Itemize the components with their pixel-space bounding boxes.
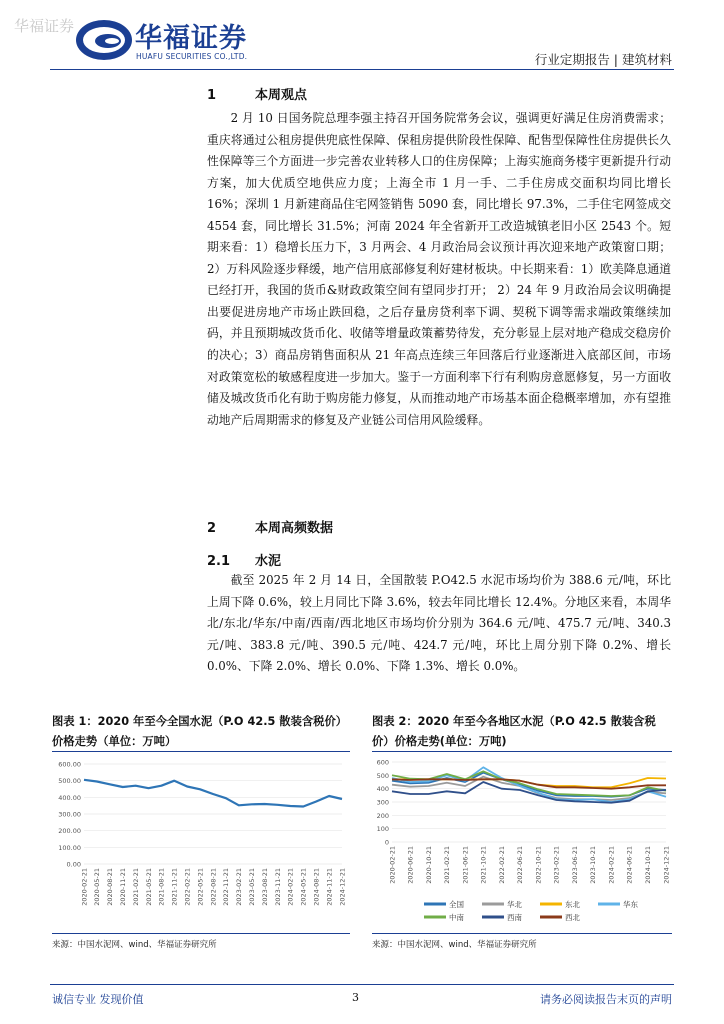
x-tick-label: 2020-02-21 <box>388 846 397 884</box>
x-tick-label: 2024-05-21 <box>299 868 308 906</box>
x-tick-label: 2023-02-21 <box>552 846 561 884</box>
legend-label: 东北 <box>565 900 580 909</box>
x-tick-label: 2021-11-21 <box>170 868 179 906</box>
x-tick-label: 2022-10-21 <box>534 846 543 884</box>
x-tick-label: 2021-08-21 <box>157 868 166 906</box>
y-tick-label: 300 <box>376 798 389 807</box>
x-tick-label: 2024-08-21 <box>312 868 321 906</box>
legend-label: 西北 <box>565 913 580 922</box>
x-tick-label: 2023-02-21 <box>235 868 244 906</box>
x-tick-label: 2023-11-21 <box>273 868 282 906</box>
y-tick-label: 500 <box>376 771 389 780</box>
x-tick-label: 2021-02-21 <box>131 868 140 906</box>
figure1-line-chart <box>52 754 350 930</box>
figure2-title: 图表 2：2020 年至今各地区水泥（P.O 42.5 散装含税价）价格走势(单位：万吨) <box>372 715 656 748</box>
y-tick-label: 300.00 <box>58 810 81 819</box>
x-tick-label: 2022-02-21 <box>183 868 192 906</box>
footer-disclaimer: 请务必阅读报告末页的声明 <box>540 993 672 1006</box>
x-tick-label: 2022-11-21 <box>222 868 231 906</box>
legend-label: 华东 <box>623 900 638 909</box>
page-number: 3 <box>352 991 359 1004</box>
x-tick-label: 2024-02-21 <box>286 868 295 906</box>
y-tick-label: 200.00 <box>58 827 81 836</box>
legend-label: 全国 <box>449 900 464 909</box>
x-tick-label: 2020-05-21 <box>93 868 102 906</box>
x-tick-label: 2021-02-21 <box>443 846 452 884</box>
x-tick-label: 2024-12-21 <box>338 868 347 906</box>
figure1-source: 来源：中国水泥网、wind、华福证券研究所 <box>52 940 217 950</box>
logo-name: 华福证券 <box>135 23 247 54</box>
x-tick-label: 2024-02-21 <box>607 846 616 884</box>
section-heading <box>207 84 307 103</box>
figure1-bottom-rule <box>52 933 350 934</box>
x-tick-label: 2024-11-21 <box>325 868 334 906</box>
figure2-source: 来源：中国水泥网、wind、华福证券研究所 <box>372 940 537 950</box>
footer-slogan: 诚信专业 发现价值 <box>52 993 144 1006</box>
x-tick-label: 2024-10-21 <box>644 846 653 884</box>
figure1-top-rule <box>52 751 350 752</box>
footer-divider <box>50 984 674 985</box>
section1-paragraph: 2 月 10 日国务院总理李强主持召开国务院常务会议，强调更好满足住房消费需求；重庆将通过公租房提供兜底性保障、保租房提供阶段性保障、配售型保障性住房提供长久性保障等三个方面进一步完善农业转移人口的住房保障；上海实施商务楼宇更新提升行动方案，加大优质空地供应力度；上海全市 1 月一手、二手住房成交面积均同比增长 16%；深圳 1 月新建商品住宅网签销售 5090 套，同比增长 97.3%，二手住宅网签成交 4554 套，同比增长 31.5%；河南 2024 年全省新开工改造城镇老旧小区 2543 个。短期来看：1）稳增长压力下，3 月两会、4 月政治局会议预计再次迎来地产政策窗口期；2）万科风险逐步释缓，地产信用底部修复利好建材板块。中长期来看：1）欧美降息通道已经打开，我国的货币&财政政策空间有望同步打开； 2）24 年 9 月政治局会议明确提出要促进房地产市场止跌回稳，之后存量房贷利率下调、契税下调等需求端政策继续加码，并且预期城改货币化、收储等增量政策蓄势待发，充分彰显上层对地产稳成交稳房价的决心；3）商品房销售面积从 21 年高点连续三年回落后行业逐渐进入底部区间，市场对政策宽松的敏感程度进一步加大。鉴于一方面利率下行有利购房意愿修复，另一方面收储及城改货币化有助于购房能力修复，从而推动地产市场基本面企稳概率增加，亦有望推动地产后周期需求的修复及产业链公司信用风险缓释。 <box>207 111 671 427</box>
x-tick-label: 2023-08-21 <box>260 868 269 906</box>
subsection-heading <box>207 550 281 569</box>
y-tick-label: 500.00 <box>58 777 81 786</box>
x-tick-label: 2021-10-21 <box>479 846 488 884</box>
y-tick-label: 0.00 <box>66 860 81 869</box>
figure2-bottom-rule <box>372 933 672 934</box>
y-tick-label: 200 <box>376 811 389 820</box>
x-tick-label: 2023-06-21 <box>570 846 579 884</box>
x-tick-label: 2022-02-21 <box>497 846 506 884</box>
figure2-line-chart <box>372 754 672 930</box>
x-tick-label: 2023-05-21 <box>247 868 256 906</box>
y-tick-label: 100.00 <box>58 843 81 852</box>
x-tick-label: 2020-08-21 <box>106 868 115 906</box>
y-tick-label: 100 <box>376 825 389 834</box>
section-number: 1 <box>207 88 217 103</box>
x-tick-label: 2022-05-21 <box>196 868 205 906</box>
x-tick-label: 2020-11-21 <box>118 868 127 906</box>
x-tick-label: 2022-08-21 <box>209 868 218 906</box>
y-tick-label: 0 <box>384 838 389 847</box>
y-tick-label: 600 <box>376 758 389 767</box>
legend-label: 华北 <box>507 900 522 909</box>
logo-english-name: HUAFU SECURITIES CO.,LTD. <box>136 52 248 61</box>
section-title: 本周观点 <box>255 88 308 103</box>
y-tick-label: 400.00 <box>58 793 81 802</box>
section-number: 2 <box>207 521 217 536</box>
x-tick-label: 2023-10-21 <box>589 846 598 884</box>
section21-paragraph: 截至 2025 年 2 月 14 日，全国散装 P.O42.5 水泥市场均价为 388.6 元/吨，环比上周下降 0.6%，较上月同比下降 3.6%，较去年同比增长 12.4%。分地区来看，本周华北/东北/华东/中南/西南/西北地区市场均价分别为 364.6 元/吨、475.7 元/吨、340.3 元/吨、383.8 元/吨、390.5 元/吨、424.7 元/吨，环比上周分别下降 0.2%、增长 0.0%、下降 2.0%、增长 0.0%、下降 1.3%、增长 0.0%。 <box>207 573 671 674</box>
y-tick-label: 400 <box>376 785 389 794</box>
x-tick-label: 2020-06-21 <box>406 846 415 884</box>
figure1-title: 图表 1：2020 年至今全国水泥（P.O 42.5 散装含税价）价格走势（单位：万吨） <box>52 715 348 748</box>
watermark: 华福证券 <box>14 17 75 35</box>
y-tick-label: 600.00 <box>58 760 81 769</box>
x-tick-label: 2024-06-21 <box>625 846 634 884</box>
legend-label: 中南 <box>449 913 464 922</box>
series-line <box>84 780 342 807</box>
x-tick-label: 2024-12-21 <box>662 846 671 884</box>
figure2-top-rule <box>372 751 672 752</box>
x-tick-label: 2020-02-21 <box>80 868 89 906</box>
subsection-title: 水泥 <box>255 554 282 569</box>
section-title: 本周高频数据 <box>255 521 334 536</box>
x-tick-label: 2020-10-21 <box>424 846 433 884</box>
section-heading <box>207 517 333 536</box>
x-tick-label: 2021-06-21 <box>461 846 470 884</box>
legend-label: 西南 <box>507 913 522 922</box>
x-tick-label: 2021-05-21 <box>144 868 153 906</box>
report-type: 行业定期报告 | 建筑材料 <box>534 52 672 67</box>
subsection-number: 2.1 <box>207 554 231 569</box>
header-divider <box>50 69 674 70</box>
x-tick-label: 2022-06-21 <box>516 846 525 884</box>
